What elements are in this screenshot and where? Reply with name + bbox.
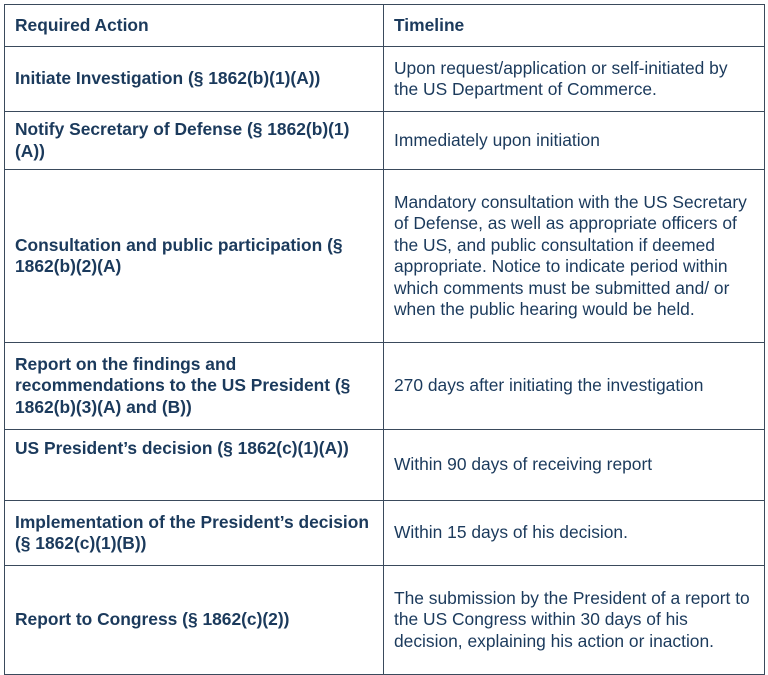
timeline-cell: Immediately upon initiation	[384, 112, 765, 170]
timeline-cell: Within 90 days of receiving report	[384, 430, 765, 501]
required-action-cell: Consultation and public participation (§ 1862(b)(2)(A)	[5, 170, 384, 343]
header-timeline: Timeline	[384, 5, 765, 47]
timeline-table	[4, 4, 765, 675]
table-body	[5, 47, 765, 675]
table-header	[5, 5, 765, 47]
table-row	[5, 170, 765, 343]
timeline-cell: Upon request/application or self-initiated by the US Department of Commerce.	[384, 47, 765, 112]
header-required-action: Required Action	[5, 5, 384, 47]
table-row	[5, 430, 765, 501]
table-row	[5, 112, 765, 170]
required-action-cell: Initiate Investigation (§ 1862(b)(1)(A))	[5, 47, 384, 112]
table-row	[5, 47, 765, 112]
table-header-row	[5, 5, 765, 47]
timeline-cell: The submission by the President of a report to the US Congress within 30 days of his decision, explaining his action or inaction.	[384, 566, 765, 675]
required-action-cell: Implementation of the President’s decision (§ 1862(c)(1)(B))	[5, 501, 384, 566]
timeline-cell: Within 15 days of his decision.	[384, 501, 765, 566]
required-action-cell: Report on the findings and recommendations to the US President (§ 1862(b)(3)(A) and (B))	[5, 343, 384, 430]
required-action-cell: US President’s decision (§ 1862(c)(1)(A))	[5, 430, 384, 501]
timeline-cell: 270 days after initiating the investigation	[384, 343, 765, 430]
table-row	[5, 343, 765, 430]
table-row	[5, 501, 765, 566]
timeline-cell: Mandatory consultation with the US Secretary of Defense, as well as appropriate officers of the US, and public consultation if deemed appropriate. Notice to indicate period within which comments must be submitted and/ or when the public hearing would be held.	[384, 170, 765, 343]
table-row	[5, 566, 765, 675]
required-action-cell: Notify Secretary of Defense (§ 1862(b)(1)(A))	[5, 112, 384, 170]
required-action-cell: Report to Congress (§ 1862(c)(2))	[5, 566, 384, 675]
